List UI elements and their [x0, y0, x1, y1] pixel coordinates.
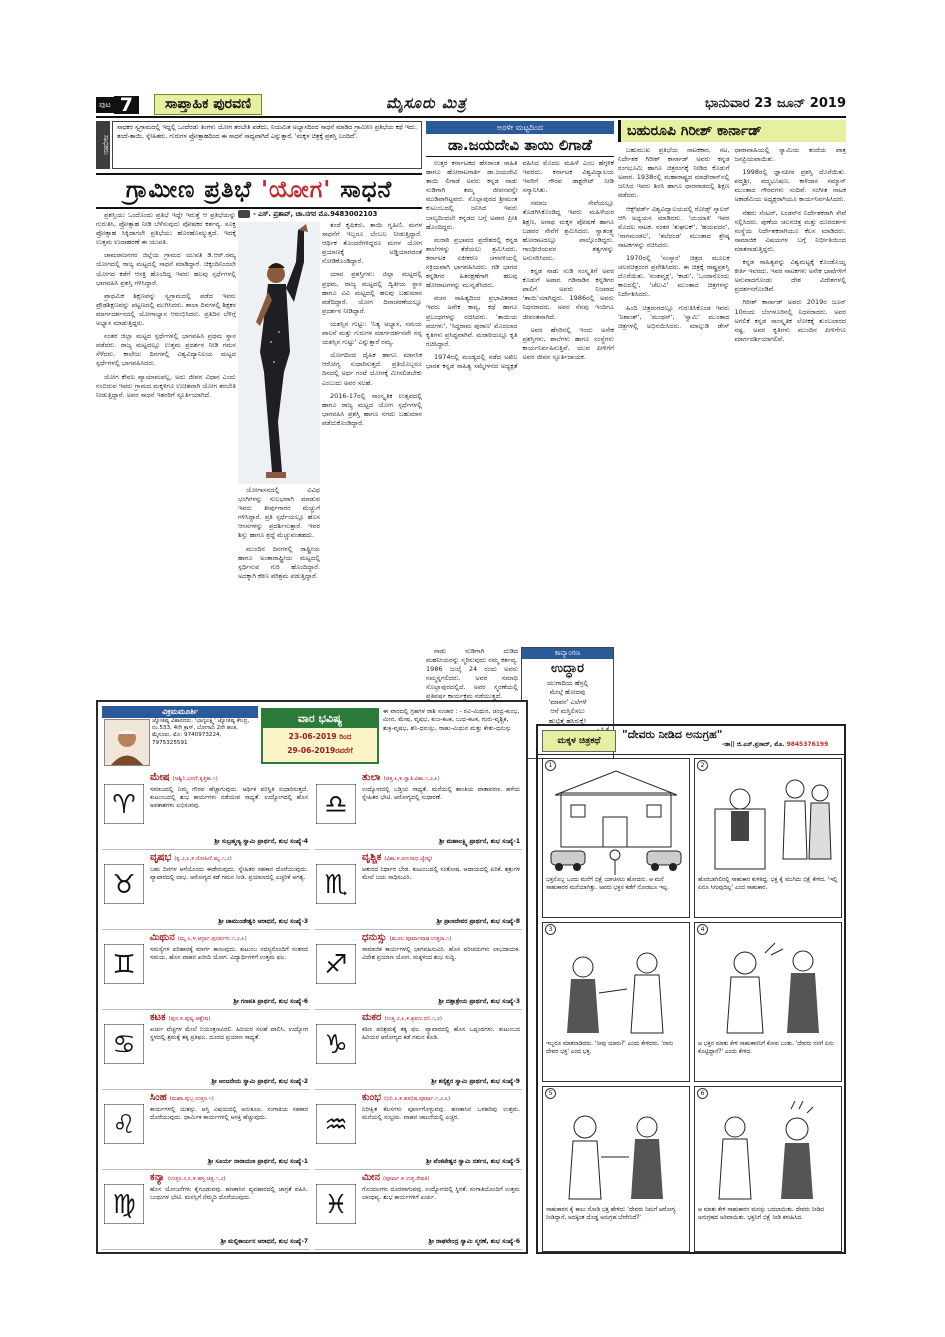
sign-name	[150, 932, 247, 943]
astrologer-photo	[104, 719, 150, 766]
svg-text:♍: ♍	[112, 1190, 136, 1220]
zodiac-sign-block	[102, 770, 310, 850]
sign-prediction: ಆತುರದ ನಿರ್ಧಾರ ಬೇಡ. ಕುಟುಂಬದಲ್ಲಿ ಸಂತೋಷ. ಆದಾಯದಲ್ಲಿ ಏರಿಕೆ. ಶತ್ರುಗಳ ಮೇಲೆ ಜಯ ಸಾಧಿಸುವಿರಿ.	[362, 866, 520, 882]
sign-prediction: ಕಠಿಣ ಪರಿಶ್ರಮಕ್ಕೆ ತಕ್ಕ ಫಲ. ವ್ಯಾಪಾರದಲ್ಲಿ ಹೊಸ ಒಪ್ಪಂದಗಳು. ಕುಟುಂಬದ ಹಿರಿಯರ ಆರೋಗ್ಯದ ಕಡೆ ಗಮನ ಕೊಡಿ.	[362, 1026, 520, 1042]
zodiac-sign-block	[314, 1090, 522, 1170]
sign-lucky-number: ಶ್ರೀ ರಾಘವೇಂದ್ರ ಸ್ವಾಮಿ ಸ್ಮರಣೆ, ಶುಭ ಸಂಖ್ಯೆ-6	[428, 1238, 520, 1245]
headline-part-2: ಸಾಧನೆ	[340, 177, 393, 203]
comic-panels	[542, 758, 842, 1252]
planet-transit-note: ಈ ವಾರದಲ್ಲಿ ಗ್ರಹಗಳ ರಾಶಿ ಸಂಚಾರ : - ರವಿ-ಮಿಥುನ, ಚಂದ್ರ-ಕುಂಭ, ಮೀನ, ಮೇಷ, ವೃಷಭ, ಕುಜ-ಕಟಕ, ಬುಧ-ಕಟಕ, ಗುರು-ವೃಶ್ಚಿಕ, ಶುಕ್ರ-ವೃಷಭ, ಶನಿ-ಧನುಸ್ಸು, ರಾಹು-ಮಿಥುನ ಮತ್ತು ಕೇತು-ಧನುಸ್ಸು	[383, 708, 520, 732]
paragraph: ತಂದೆ ಕೃಷಿಕರು, ತಾಯಿ ಗೃಹಿಣಿ. ಮಗಳ ಸಾಧನೆಗೆ ಇಬ್ಬರೂ ಬೆಂಬಲ ನೀಡುತ್ತಿದ್ದಾರೆ. ಆರ್ಥಿಕ ತೊಂದರೆಗಳಿದ್ದರೂ ಮಗಳ ಯೋಗ ಪ್ರಯಾಣಕ್ಕೆ ಅಡ್ಡಿಯಾಗದಂತೆ ನೋಡಿಕೊಂಡಿದ್ದಾರೆ.	[322, 221, 422, 266]
sign-name	[362, 1172, 430, 1183]
mid-story-kicker: ಅರಳೀ ಮಟ್ಟದಿಂದ	[426, 121, 614, 134]
zodiac-sign-block	[102, 1170, 310, 1250]
panel-caption: ಸಾಹುಕಾರನ ಕೈ ಕಾಲು ನೋಡಿ ಭಕ್ತ ಹೇಳಿದ: 'ದೇವರು ನಿಮಗೆ ಆರೋಗ್ಯ ನೀಡಿದ್ದಾನೆ, ಅದಕ್ಕಿಂತ ದೊಡ್ಡ ಅನುಗ್ರಹ ಬೇರೇನಿದೆ?'	[546, 1207, 686, 1223]
svg-text:♑: ♑	[324, 1030, 348, 1060]
signs-column-left	[102, 770, 310, 1250]
panel-caption: ಭಕ್ತನೊಬ್ಬ ಒಂದು ಮನೆಗೆ ಭಿಕ್ಷೆ ಯಾಚಿಸಲು ಹೋದನು. ಆ ಮನೆ ಸಾಹುಕಾರರ ಮನೆಯಾಗಿತ್ತು. ಅವರು ಭಕ್ತನ ಕಡೆಗೆ ನೋಡಲೂ ಇಲ್ಲ.	[546, 877, 686, 893]
paragraph: ಯೋಗ ಕೇವಲ ವ್ಯಾಯಾಮವಲ್ಲ, ಅದು ಜೀವನ ವಿಧಾನ ಎಂದು ನಂಬಿರುವ ಇವರು ಗ್ರಾಮದ ಮಕ್ಕಳಿಗೂ ಉಚಿತವಾಗಿ ಯೋಗ ತರಬೇತಿ ನೀಡುತ್ತಿದ್ದಾರೆ. ಅವರ ಸಾಧನೆ ಇತರರಿಗೆ ಸ್ಫೂರ್ತಿಯಾಗಿದೆ.	[96, 372, 236, 399]
sign-stars: (ಅಶ್ವಿನಿ.ಭರಣಿ.ಕೃತ್ತಿಕಾ.೧)	[172, 776, 218, 782]
sign-lucky-number: ಶ್ರೀ ಸೂರ್ಯ ನಾರಾಯಣ ಪ್ರಾರ್ಥನೆ, ಶುಭ ಸಂಖ್ಯೆ-1	[207, 1158, 308, 1165]
sign-name	[362, 772, 440, 783]
right-story-headline: ಬಹುರೂಪಿ ಗಿರೀಶ್ ಕಾರ್ನಾಡ್	[618, 120, 846, 142]
sign-prediction: ಸಾಮಾಜಿಕ ಕಾರ್ಯಗಳಲ್ಲಿ ಭಾಗವಹಿಸುವಿರಿ. ಹೊಸ ಪರಿಚಯಗಳು ಲಾಭದಾಯಕ. ವಿದೇಶ ಪ್ರಯಾಣ ಯೋಗ. ಮಕ್ಕಳಿಂದ ಶುಭ ಸುದ್ದಿ.	[362, 946, 520, 962]
sign-title: ಮಕರ	[362, 1012, 382, 1023]
sign-prediction: ಸಮಸ್ಯೆಗಳ ಪರಿಹಾರಕ್ಕೆ ಮಾರ್ಗ ಕಾಣುವುದು. ಕುಟುಂಬ ಸದಸ್ಯರೊಂದಿಗೆ ಸಂತಸದ ಸಮಯ. ಹೊಸ ವಾಹನ ಖರೀದಿ ಯೋಗ. ವಿದ್ಯಾರ್ಥಿಗಳಿಗೆ ಉತ್ತಮ ಫಲ.	[150, 946, 308, 962]
sign-lucky-number: ಶ್ರೀ ಮಹಾಲಕ್ಷ್ಮಿ ಪ್ರಾರ್ಥನೆ, ಶುಭ ಸಂಖ್ಯೆ-1	[439, 838, 520, 845]
zodiac-sign-block	[102, 850, 310, 930]
paragraph: ಹಿಂದಿ ಚಿತ್ರರಂಗದಲ್ಲೂ ಗುರುತಿಸಿಕೊಂಡ ಇವರು 'ನಿಶಾಂತ್', 'ಮಂಥನ್', 'ಸ್ವಾಮಿ' ಮುಂತಾದ ಚಿತ್ರಗಳಲ್ಲಿ ಅಭಿನಯಿಸಿದರು. ಮಾಲ್ಗುಡಿ ಡೇಸ್ ಧಾರಾವಾಹಿಯಲ್ಲಿ ಸ್ವಾಮಿಯ ತಂದೆಯ ಪಾತ್ರ ಜನಪ್ರಿಯವಾಯಿತು.	[618, 146, 846, 330]
zodiac-sign-block	[102, 1090, 310, 1170]
sagittarius-icon	[316, 944, 356, 984]
yoga-byline	[238, 210, 377, 219]
sign-lucky-number: ಶ್ರೀ ಗಣಪತಿ ಪ್ರಾರ್ಥನೆ, ಶುಭ ಸಂಖ್ಯೆ-6	[233, 998, 308, 1005]
panel-caption: ಹೊರಬಾಗಿಲಿನಲ್ಲಿ ಸಾಹುಕಾರ ಕುಳಿತಿದ್ದ. ಭಕ್ತ ಕೈ ಮುಗಿದು ಭಿಕ್ಷೆ ಕೇಳಿದ. 'ಇಲ್ಲಿ ಏನೂ ಸಿಗುವುದಿಲ್ಲ' ಎಂದ ಸಾಹುಕಾರ.	[698, 877, 838, 891]
paragraph: ನಾಡು ನುಡಿಗಾಗಿ ದುಡಿದ ಮಹನೀಯರನ್ನು ಸ್ಮರಿಸುವುದು ನಮ್ಮ ಕರ್ತವ್ಯ. 1986 ಜುಲೈ 24 ರಂದು ಅವರು ನಮ್ಮನ್ನಗಲಿದರು. ಅವರ ಸಮಾಧಿ ಸೊಲ್ಲಾಪುರದಲ್ಲಿದೆ. ಅವರ ಸ್ಮರಣೆಯಲ್ಲಿ ಪ್ರತಿವರ್ಷ ಕಾರ್ಯಕ್ರಮ ನಡೆಯುತ್ತದೆ.	[426, 647, 518, 701]
astrologer-box	[102, 706, 258, 764]
signs-column-right	[314, 770, 522, 1250]
sign-stars: (ಮೂಲ.ಪೂರ್ವಾಷಾಢ.ಉತ್ತರಾ.೧)	[389, 936, 452, 942]
gemini-icon	[104, 944, 144, 984]
zodiac-sign-block	[102, 1010, 310, 1090]
sign-title: ವೃಶ್ಚಿಕ	[362, 852, 382, 863]
sign-lucky-number: ಶ್ರೀ ದತ್ತಾತ್ರೇಯ ಪ್ರಾರ್ಥನೆ, ಶುಭ ಸಂಖ್ಯೆ-3	[438, 998, 520, 1005]
sign-prediction: ಉದ್ಯೋಗದಲ್ಲಿ ಬಡ್ತಿಯ ಸಾಧ್ಯತೆ. ಮನೆಯಲ್ಲಿ ಶಾಂತಿಯ ವಾತಾವರಣ. ಹಳೆಯ ಸ್ನೇಹಿತರ ಭೇಟಿ. ಆರೋಗ್ಯದಲ್ಲಿ ಸುಧಾರಣೆ.	[362, 786, 520, 802]
zodiac-sign-block	[314, 1010, 522, 1090]
paragraph: ಕನ್ನಡ ಸಾಹಿತ್ಯವನ್ನು ವಿಶ್ವಮಟ್ಟಕ್ಕೆ ಕೊಂಡೊಯ್ದ ಕೀರ್ತಿ ಇವರದು. ಇವರ ನಾಟಕಗಳು ಅನೇಕ ಭಾಷೆಗಳಿಗೆ ಅನುವಾದಗೊಂಡು ದೇಶ ವಿದೇಶಗಳಲ್ಲಿ ಪ್ರದರ್ಶನಗೊಂಡಿವೆ.	[734, 258, 846, 294]
sign-stars: (ಮೃ.೩,೪.ಆರ್ದ್ರಾ.ಪುನರ್ವಸು.೧,೨,೩)	[177, 936, 247, 942]
libra-icon	[316, 784, 356, 824]
sign-name	[150, 772, 218, 783]
sign-stars: (ಚಿತ್ತ.೩,೪.ಸ್ವಾತಿ.ವಿಶಾ.೧,೨,೩)	[383, 776, 440, 782]
zodiac-sign-block	[102, 930, 310, 1010]
panel-caption: ಆ ಮಾತು ಕೇಳಿ ಸಾಹುಕಾರನ ಮನಸ್ಸು ಬದಲಾಯಿತು. ದೇವರು ನೀಡಿದ ಅನುಗ್ರಹದ ಅರಿವಾಯಿತು. ಭಕ್ತನಿಗೆ ಭಿಕ್ಷೆ ನೀಡಿ ಕಳುಹಿಸಿದ.	[698, 1207, 838, 1223]
conversation-drawing	[543, 923, 689, 1041]
week-title: ವಾರ ಭವಿಷ್ಯ	[263, 710, 377, 728]
sign-lucky-number: ಶ್ರೀ ವೆಂಕಟೇಶ್ವರ ಸ್ವಾಮಿ ದರ್ಶನ, ಶುಭ ಸಂಖ್ಯೆ-5	[426, 1158, 520, 1165]
astrologer-info: ಜ್ಯೋತಿಷ್ಯ ವಿಶಾರದರು, 'ಭಾಗ್ಯಲಕ್ಷ್ಮಿ' ಜ್ಯೋತಿಷ್ಯ ಕೇಂದ್ರ, ನಂ.533, 4ನೇ ಕ್ರಾಸ್, ಬೋಗಾದಿ 2ನೇ ಹಂತ, ಮೈಸೂರು. ಮೊ: 9740973224, 7975325591	[152, 718, 250, 746]
leo-icon	[104, 1104, 144, 1144]
weekly-horoscope	[96, 700, 528, 1254]
panel-number: 4	[697, 924, 708, 935]
sign-title: ತುಲಾ	[362, 772, 381, 783]
right-story-body	[618, 146, 846, 758]
sign-lucky-number: ಶ್ರೀ ಚಾಮುಂಡೇಶ್ವರಿ ಆರಾಧನೆ, ಶುಭ ಸಂಖ್ಯೆ-3	[218, 918, 308, 925]
paragraph: 1974ರಲ್ಲಿ ಮಂಡ್ಯದಲ್ಲಿ ನಡೆದ ಅಖಿಲ ಭಾರತ ಕನ್ನಡ ಸಾಹಿತ್ಯ ಸಮ್ಮೇಳನದ ಅಧ್ಯಕ್ಷತೆ ವಹಿಸಿದ ಮೊದಲ ಮಹಿಳೆ ಎಂಬ ಹೆಗ್ಗಳಿಕೆ ಇವರದು. ಕರ್ನಾಟಕ ವಿಶ್ವವಿದ್ಯಾಲಯ ಇವರಿಗೆ ಗೌರವ ಡಾಕ್ಟರೇಟ್ ನೀಡಿ ಸನ್ಮಾನಿಸಿತು.	[426, 159, 614, 370]
page-number-box	[96, 96, 139, 114]
paragraph: ಉತ್ತರ ಕರ್ನಾಟಕದ ಹೆಸರಾಂತ ಸಾಹಿತಿ ಹಾಗೂ ಹೋರಾಟಗಾರ್ತಿ ಡಾ.ಜಯದೇವಿ ತಾಯಿ ಲಿಗಾಡೆ ಅವರು ಕನ್ನಡ ನಾಡು ನುಡಿಗಾಗಿ ತಮ್ಮ ಜೀವನವನ್ನೇ ಮುಡಿಪಾಗಿಟ್ಟವರು. ಸೊಲ್ಲಾಪುರದ ಶ್ರೀಮಂತ ಕುಟುಂಬದಲ್ಲಿ ಜನಿಸಿದ ಇವರು ಬಾಲ್ಯದಿಂದಲೇ ಕನ್ನಡದ ಬಗ್ಗೆ ಅಪಾರ ಪ್ರೀತಿ ಹೊಂದಿದ್ದರು.	[426, 159, 518, 231]
issue-date: ಭಾನುವಾರ 23 ಜೂನ್ 2019	[705, 96, 846, 111]
panel-number: 2	[697, 760, 708, 771]
credit-text: -ಡಾ|| ಜಿ.ಎನ್.ಪ್ರಸಾದ್, ಮೊ.	[722, 741, 785, 748]
sign-name	[362, 1012, 442, 1023]
yoga-headline	[96, 173, 422, 209]
mansion-drawing	[543, 759, 689, 877]
paragraph: ಅವರ ಹೆಸರಿನಲ್ಲಿ ಇಂದು ಅನೇಕ ಪ್ರಶಸ್ತಿಗಳು, ಶಾಲೆಗಳು ಹಾಗೂ ಸಂಸ್ಥೆಗಳು ಕಾರ್ಯನಿರ್ವಹಿಸುತ್ತಿವೆ. ಯುವ ಪೀಳಿಗೆಗೆ ಅವರ ಜೀವನ ಸ್ಫೂರ್ತಿದಾಯಕ.	[522, 325, 614, 361]
yoga-column-1	[96, 211, 236, 757]
svg-text:♓: ♓	[324, 1190, 348, 1220]
section-title: ಸಾಪ್ತಾಹಿಕ ಪುರವಣಿ	[154, 94, 262, 115]
sign-stars: (ವಿಶಾ.೪.ಅನುರಾಧ.ಜ್ಯೇಷ್ಠ)	[384, 856, 433, 862]
sign-name	[150, 1092, 214, 1103]
paragraph: ಪ್ರಶಸ್ತಿಯು ಒಂದೊಂದು ಪ್ರತಿಭೆ ಇದ್ದೇ ಇರುತ್ತೆ ಆ ಪ್ರತಿಭೆಯನ್ನು ಗುರುತಿಸಿ, ಪ್ರೋತ್ಸಾಹ ನೀಡಿ ಬೆಳೆಸುವುದು ಪೋಷಕರ ಕರ್ತವ್ಯ. ಸೂಕ್ತ ಪ್ರೋತ್ಸಾಹ ಸಿಕ್ಕಿದಾಗಲೇ ಪ್ರತಿಭೆಯು ಹೊರಹೊಮ್ಮುತ್ತದೆ. ಇದಕ್ಕೆ ಉತ್ತಮ ಉದಾಹರಣೆ ಈ ಯುವತಿ.	[96, 211, 236, 247]
svg-text:♎: ♎	[324, 790, 348, 820]
paragraph: ಚಾಮರಾಜನಗರ ಜಿಲ್ಲೆಯ ಗ್ರಾಮದ ಯುವತಿ ಡಿ.ಆರ್.ರಮ್ಯ ಯೋಗದಲ್ಲಿ ರಾಜ್ಯ ಮಟ್ಟದಲ್ಲಿ ಸಾಧನೆ ಮಾಡಿದ್ದಾರೆ. ಚಿಕ್ಕಂದಿನಿಂದಲೇ ಯೋಗದ ಕಡೆಗೆ ಆಸಕ್ತಿ ಹೊಂದಿದ್ದ ಇವರು ಹಲವು ಸ್ಪರ್ಧೆಗಳಲ್ಲಿ ಭಾಗವಹಿಸಿ ಪ್ರಶಸ್ತಿ ಗಳಿಸಿದ್ದಾರೆ.	[96, 251, 236, 287]
paragraph: ನಂತರ ಜಿಲ್ಲಾ ಮಟ್ಟದ ಸ್ಪರ್ಧೆಗಳಲ್ಲಿ ಭಾಗವಹಿಸಿ ಪ್ರಥಮ ಸ್ಥಾನ ಪಡೆದರು. ರಾಜ್ಯ ಮಟ್ಟದಲ್ಲೂ ಉತ್ತಮ ಪ್ರದರ್ಶನ ನೀಡಿ ಗಮನ ಸೆಳೆದರು. ಕಾಲೇಜು ದಿನಗಳಲ್ಲಿ ವಿಶ್ವವಿದ್ಯಾನಿಲಯ ಮಟ್ಟದ ಸ್ಪರ್ಧೆಗಳಲ್ಲಿ ಭಾಗವಹಿಸಿದರು.	[96, 332, 236, 368]
angry-man-drawing	[695, 923, 841, 1041]
intro-side-label: ಸಾಧಕರು	[96, 121, 110, 169]
comic-panel-3	[542, 922, 690, 1082]
panel-caption: ಇಬ್ಬರೂ ಮಾತನಾಡಿದರು. 'ನೀವು ಯಾರು?' ಎಂದು ಕೇಳಿದರು. 'ನಾನು ದೇವರ ಭಕ್ತ' ಎಂದ ಭಕ್ತ.	[546, 1041, 686, 1057]
comic-header	[538, 726, 844, 755]
svg-text:♒: ♒	[324, 1110, 348, 1140]
paragraph: ಗಿರೀಶ್ ಕಾರ್ನಾಡ್ ಅವರು 2019ರ ಜೂನ್ 10ರಂದು ಬೆಂಗಳೂರಿನಲ್ಲಿ ನಿಧನರಾದರು. ಅವರ ಅಗಲಿಕೆ ಕನ್ನಡ ಸಾಂಸ್ಕೃತಿಕ ಲೋಕಕ್ಕೆ ತುಂಬಲಾರದ ನಷ್ಟ. ಅವರ ಕೃತಿಗಳು ಮುಂದಿನ ಪೀಳಿಗೆಗೂ ಮಾರ್ಗದರ್ಶಿಯಾಗಲಿವೆ.	[734, 298, 846, 343]
pisces-icon	[316, 1184, 356, 1224]
aries-icon	[104, 784, 144, 824]
paragraph: ಆಕ್ಸ್‌ಫರ್ಡ್ ವಿಶ್ವವಿದ್ಯಾಲಯದಲ್ಲಿ ರೋಡ್ಸ್ ಸ್ಕಾಲರ್ ಆಗಿ ಅಧ್ಯಯನ ಮಾಡಿದರು. 'ಯಯಾತಿ' ಇವರ ಮೊದಲ ನಾಟಕ. ನಂತರ 'ತುಘಲಕ್', 'ಹಯವದನ', 'ನಾಗಮಂಡಲ', 'ತಲೆದಂಡ' ಮುಂತಾದ ಶ್ರೇಷ್ಠ ನಾಟಕಗಳನ್ನು ರಚಿಸಿದರು.	[618, 204, 730, 249]
zodiac-sign-block	[314, 930, 522, 1010]
sign-lucky-number: ಶ್ರೀ ಮಲ್ಲಿಕಾರ್ಜುನ ಆರಾಧನೆ, ಶುಭ ಸಂಖ್ಯೆ-7	[220, 1238, 308, 1245]
sign-stars: (ಉತ್ತರ.೨,೩,೪.ಹಸ್ತ.ಚಿತ್ತ.೧,೨)	[167, 1176, 226, 1182]
mid-story-body	[426, 159, 614, 645]
sign-title: ಮೀನ	[362, 1172, 380, 1183]
masthead-logo: ಮೈಸೂರು ಮಿತ್ರ	[386, 94, 467, 112]
comic-panel-1	[542, 758, 690, 918]
paragraph: ಯಾವ ಪ್ರಶಸ್ತಿಗಳು: ಜಿಲ್ಲಾ ಮಟ್ಟದಲ್ಲಿ ಪ್ರಥಮ, ರಾಜ್ಯ ಮಟ್ಟದಲ್ಲಿ ದ್ವಿತೀಯ ಸ್ಥಾನ ಹಾಗೂ ವಿವಿ ಮಟ್ಟದಲ್ಲಿ ಹಲವು ಬಹುಮಾನ ಪಡೆದಿದ್ದಾರೆ. ಯೋಗ ದಿನಾಚರಣೆಯಲ್ಲೂ ಪ್ರದರ್ಶನ ನೀಡಿದ್ದಾರೆ.	[322, 270, 422, 315]
sign-name	[150, 1172, 226, 1183]
svg-text:♈: ♈	[112, 790, 136, 820]
sign-prediction: ನಿರೀಕ್ಷಿತ ಕೆಲಸಗಳು ಪೂರ್ಣಗೊಳ್ಳುವವು. ಹಣಕಾಸಿನ ಒಳಹರಿವು ಉತ್ತಮ. ಮನೆಯಲ್ಲಿ ಸಂಭ್ರಮ. ವಾಹನ ಚಾಲನೆಯಲ್ಲಿ ಎಚ್ಚರ.	[362, 1106, 520, 1122]
sign-title: ಮಿಥುನ	[150, 932, 175, 943]
sign-lucky-number: ಶ್ರೀ ಪ್ರಾಣದೇವರ ಪ್ರಾರ್ಥನೆ, ಶುಭ ಸಂಖ್ಯೆ-8	[436, 918, 520, 925]
credit-number: 9845376199	[786, 741, 829, 748]
taurus-icon	[104, 864, 144, 904]
sign-stars: (ಉತ್ತ.೨,೩,೪.ಶ್ರವಣ.ಧನಿ.೧,೨)	[384, 1016, 443, 1022]
week-to: 29-06-2019ರವರೆಗೆ	[287, 746, 353, 755]
svg-text:♌: ♌	[112, 1110, 136, 1140]
sign-title: ಮೇಷ	[150, 772, 170, 783]
panel-number: 5	[545, 1088, 556, 1099]
svg-text:♊: ♊	[112, 950, 136, 980]
paragraph: ಪ್ರಾಥಮಿಕ ಶಿಕ್ಷಣವನ್ನು ಸ್ವಗ್ರಾಮದಲ್ಲಿ ಪಡೆದ ಇವರು ಪ್ರೌಢಶಿಕ್ಷಣವನ್ನು ಪಟ್ಟಣದಲ್ಲಿ ಮುಗಿಸಿದರು. ಶಾಲಾ ದಿನಗಳಲ್ಲಿ ಶಿಕ್ಷಕರ ಮಾರ್ಗದರ್ಶನದಲ್ಲಿ ಯೋಗಾಭ್ಯಾಸ ಆರಂಭಿಸಿದರು. ಪ್ರತಿದಿನ ಬೆಳಿಗ್ಗೆ ಅಭ್ಯಾಸ ಮಾಡುತ್ತಿದ್ದರು.	[96, 291, 236, 328]
paragraph: 1998ರಲ್ಲಿ ಜ್ಞಾನಪೀಠ ಪ್ರಶಸ್ತಿ ದೊರೆಯಿತು. ಪದ್ಮಶ್ರೀ, ಪದ್ಮಭೂಷಣ, ಕಾಳಿದಾಸ ಸಮ್ಮಾನ್ ಮುಂತಾದ ಗೌರವಗಳು ಸಂದಿವೆ. ಸಂಗೀತ ನಾಟಕ ಅಕಾಡೆಮಿಯ ಅಧ್ಯಕ್ಷರಾಗಿಯೂ ಕಾರ್ಯನಿರ್ವಹಿಸಿದರು.	[734, 168, 846, 204]
comic-panel-4	[694, 922, 842, 1082]
virgo-icon	[104, 1184, 144, 1224]
sign-lucky-number: ಶ್ರೀ ಶನೈಶ್ಚರ ಸ್ವಾಮಿ ಪ್ರಾರ್ಥನೆ, ಶುಭ ಸಂಖ್ಯೆ-9	[431, 1078, 520, 1085]
sign-title: ವೃಷಭ	[150, 852, 172, 863]
sign-title: ಸಿಂಹ	[150, 1092, 167, 1103]
comic-panel-6	[694, 1086, 842, 1252]
sign-stars: (ಮಘಾ.ಪುಬ್ಬ.ಉತ್ತರ.೧)	[169, 1096, 214, 1102]
pen-icon	[238, 210, 250, 218]
paragraph: 2016-17ರಲ್ಲಿ ಸಾಂಸ್ಕೃತಿಕ ಉತ್ಸವದಲ್ಲಿ ಹಾಗೂ ರಾಜ್ಯ ಮಟ್ಟದ ಯೋಗ ಸ್ಪರ್ಧೆಗಳಲ್ಲಿ ಭಾಗವಹಿಸಿ ಪ್ರಶಸ್ತಿ ಹಾಗೂ ನಗದು ಬಹುಮಾನ ಪಡೆದುಕೊಂಡಿದ್ದಾರೆ.	[322, 391, 422, 427]
headline-emphasis: 'ಯೋಗ'	[260, 177, 332, 203]
sign-stars: (ಪುನ.೪.ಪುಷ್ಯ.ಆಶ್ಲೇಷ)	[168, 1016, 211, 1022]
yoga-intro-box: ಸಾಧಕರ ಸ್ವಗ್ರಾಮದಲ್ಲಿ ಇದ್ದಲ್ಲಿ ಒಂದೆರಡು ತಿಂಗಳು ಯೋಗ ತರಬೇತಿ ಪಡೆದು, ನಿಯಮಿತ ಅಭ್ಯಾಸದಿಂದ ಸಾಧನೆ ಮಾಡಿದ ಗ್ರಾಮೀಣ ಪ್ರತಿಭೆಯ ಕಥೆ ಇದು. ತಂದೆ-ತಾಯಿ, ಸ್ನೇಹಿತರು, ಗುರುಗಳ ಪ್ರೋತ್ಸಾಹದಿಂದ ಈ ಸಾಧನೆ ಸಾಧ್ಯವಾಗಿದೆ ಎನ್ನುತ್ತಾರೆ. 'ಮಕ್ಕಳ ಚಿತ್ರಕ್ಕೆ ಪ್ರಶಸ್ತಿ ಬಂದಿದೆ'.	[112, 121, 422, 169]
paragraph: ಸಮಾಜ ಸೇವೆಯಲ್ಲೂ ತೊಡಗಿಸಿಕೊಂಡಿದ್ದ ಇವರು ಮಹಿಳೆಯರ ಶಿಕ್ಷಣ, ಅನಾಥ ಮಕ್ಕಳ ಪೋಷಣೆ ಹಾಗೂ ಬಡವರ ಸೇವೆಗೆ ಶ್ರಮಿಸಿದರು. ಸ್ವಾತಂತ್ರ್ಯ ಹೋರಾಟದಲ್ಲೂ ಪಾಲ್ಗೊಂಡಿದ್ದರು. ಗಾಂಧೀಜಿಯವರ ತತ್ವಗಳನ್ನು ಅನುಸರಿಸಿದರು.	[522, 199, 614, 262]
page-header	[96, 94, 846, 118]
paragraph: ಮರಾಠಿ ಪ್ರಭಾವದ ಪ್ರದೇಶದಲ್ಲಿ ಕನ್ನಡ ಶಾಲೆಗಳನ್ನು ತೆರೆಯಲು ಶ್ರಮಿಸಿದರು. ಕರ್ನಾಟಕ ಏಕೀಕರಣ ಚಳವಳಿಯಲ್ಲಿ ಸಕ್ರಿಯವಾಗಿ ಭಾಗವಹಿಸಿದರು. ಗಡಿ ಭಾಗದ ಕನ್ನಡಿಗರ ಹಿತರಕ್ಷಣೆಗಾಗಿ ಹಲವು ಹೋರಾಟಗಳನ್ನು ಮುನ್ನಡೆಸಿದರು.	[426, 235, 518, 290]
sign-name	[150, 1012, 211, 1023]
svg-text:♉: ♉	[112, 870, 136, 900]
paragraph: ಮುಂದಿನ ದಿನಗಳಲ್ಲಿ ರಾಷ್ಟ್ರೀಯ ಹಾಗೂ ಅಂತಾರಾಷ್ಟ್ರೀಯ ಮಟ್ಟದಲ್ಲಿ ಸ್ಪರ್ಧಿಸುವ ಗುರಿ ಹೊಂದಿದ್ದಾರೆ. ಅದಕ್ಕಾಗಿ ಕಠಿಣ ಪರಿಶ್ರಮ ಪಡುತ್ತಿದ್ದಾರೆ.	[238, 544, 320, 580]
sign-title: ಕುಂಭ	[362, 1092, 381, 1103]
poem-title: ಉದ್ಧಾರ	[551, 661, 584, 676]
panel-number: 3	[545, 924, 556, 935]
byline-text: - ಎಸ್. ಪ್ರತಾಪ್, ಚಾ.ನಗರ ಮೊ.9483002103	[253, 210, 378, 218]
svg-text:♐: ♐	[324, 950, 348, 980]
paragraph: ಯಶಸ್ಸಿನ ಗುಟ್ಟು: 'ನಿತ್ಯ ಅಭ್ಯಾಸ, ಸಮಯ ಪಾಲನೆ ಮತ್ತು ಗುರುಗಳ ಮಾರ್ಗದರ್ಶನವೇ ನನ್ನ ಯಶಸ್ಸಿನ ಗುಟ್ಟು' ಎನ್ನುತ್ತಾರೆ ರಮ್ಯ.	[322, 319, 422, 347]
sign-title: ಧನುಸ್ಸು	[362, 932, 387, 943]
comic-title: "ದೇವರು ನೀಡಿದ ಅನುಗ್ರಹ"	[622, 728, 723, 741]
comic-panel-2	[694, 758, 842, 918]
yoga-column-3	[322, 221, 422, 757]
sign-title: ಕಟಕ	[150, 1012, 166, 1023]
sign-prediction: ಗೊಂದಲಗಳು ದೂರವಾಗುವವು. ಉದ್ಯೋಗದಲ್ಲಿ ಸ್ಥಿರತೆ. ಸಂಗಾತಿಯೊಂದಿಗೆ ಉತ್ತಮ ಬಾಂಧವ್ಯ. ಶುಭ ಕಾರ್ಯಗಳಿಗೆ ಖರ್ಚು.	[362, 1186, 520, 1202]
poem-label: ಕಾವ್ಯಾಂಗಣ	[522, 648, 613, 659]
zodiac-sign-block	[314, 770, 522, 850]
sign-stars: (ಕೃ.೨,೩,೪.ರೋಹಿಣಿ.ಮೃ.೧,೨)	[174, 856, 232, 862]
zodiac-sign-block	[314, 1170, 522, 1250]
sign-name	[150, 852, 232, 863]
comic-label: ಮಕ್ಕಳ ಚಿತ್ರಕಥೆ	[542, 730, 616, 752]
mid-story-headline: ಡಾ.ಜಯದೇವಿ ತಾಯಿ ಲಿಗಾಡೆ	[426, 134, 614, 157]
week-box	[261, 708, 379, 764]
svg-text:♏: ♏	[324, 870, 348, 900]
paragraph: ಯೋಗಾಸನದಲ್ಲಿ ವಿವಿಧ ಭಂಗಿಗಳನ್ನು ಸುಲಭವಾಗಿ ಮಾಡುವ ಇವರು ತೀರ್ಪುಗಾರರ ಮೆಚ್ಚುಗೆ ಗಳಿಸಿದ್ದಾರೆ. ಪ್ರತಿ ಸ್ಪರ್ಧೆಯಲ್ಲೂ ಹೊಸ ಆಸನಗಳನ್ನು ಪ್ರದರ್ಶಿಸುತ್ತಾರೆ. ಇವರ ಶಿಸ್ತು ಹಾಗೂ ಶ್ರದ್ಧೆ ಮೆಚ್ಚುವಂತಹದು.	[238, 486, 320, 540]
paragraph: ವಚನ ಸಾಹಿತ್ಯದಿಂದ ಪ್ರಭಾವಿತರಾದ ಇವರು ಅನೇಕ ಕಾವ್ಯ, ಕಥೆ ಹಾಗೂ ಪ್ರಬಂಧಗಳನ್ನು ರಚಿಸಿದರು. 'ತಾಯಿಯ ಪದಗಳು', 'ಸಿದ್ಧರಾಮ ಪುರಾಣ' ಮೊದಲಾದ ಕೃತಿಗಳು ಪ್ರಸಿದ್ಧವಾಗಿವೆ. ಮರಾಠಿಯಲ್ಲೂ ಕೃತಿ ರಚಿಸಿದ್ದಾರೆ.	[426, 294, 518, 348]
paragraph: ಬಹುಮುಖ ಪ್ರತಿಭೆಯ ನಾಟಕಕಾರ, ನಟ, ನಿರ್ದೇಶಕ ಗಿರೀಶ್ ಕಾರ್ನಾಡ್ ಅವರು ಕನ್ನಡ ರಂಗಭೂಮಿ ಹಾಗೂ ಚಿತ್ರರಂಗಕ್ಕೆ ನೀಡಿದ ಕೊಡುಗೆ ಅಪಾರ. 1938ರಲ್ಲಿ ಮಹಾರಾಷ್ಟ್ರದ ಮಾಥೇರಾನ್‌ನಲ್ಲಿ ಜನಿಸಿದ ಇವರು ಶಿರಸಿ ಹಾಗೂ ಧಾರವಾಡದಲ್ಲಿ ಶಿಕ್ಷಣ ಪಡೆದರು.	[618, 146, 730, 200]
scorpio-icon	[316, 864, 356, 904]
sign-prediction: ಸಮಾಜದಲ್ಲಿ ನಿಮ್ಮ ಗೌರವ ಹೆಚ್ಚಾಗುವುದು. ಆರ್ಥಿಕ ಪರಿಸ್ಥಿತಿ ಸುಧಾರಿಸುತ್ತದೆ. ಕುಟುಂಬದಲ್ಲಿ ಶುಭ ಕಾರ್ಯಗಳು ನಡೆಯುವ ಸಾಧ್ಯತೆ. ಉದ್ಯೋಗದಲ್ಲಿ ಹೊಸ ಅವಕಾಶಗಳು ಲಭಿಸುವವು.	[150, 786, 308, 810]
sign-prediction: ಕಾರ್ಯಗಳಲ್ಲಿ ಯಶಸ್ಸು. ಆಸ್ತಿ ವಿಷಯದಲ್ಲಿ ಅನುಕೂಲ. ಸಂಗಾತಿಯ ಸಹಕಾರ ದೊರೆಯುವುದು. ಧಾರ್ಮಿಕ ಕಾರ್ಯಗಳಲ್ಲಿ ಆಸಕ್ತಿ ಹೆಚ್ಚುವುದು.	[150, 1106, 308, 1122]
sign-name	[362, 852, 432, 863]
svg-text:♋: ♋	[112, 1030, 136, 1060]
panel-number: 1	[545, 760, 556, 771]
sign-prediction: ಹೊಸ ಯೋಜನೆಗಳು ಕೈಗೂಡುವವು. ಹಣಕಾಸಿನ ವ್ಯವಹಾರದಲ್ಲಿ ಜಾಗ್ರತೆ ವಹಿಸಿ. ಬಂಧುಗಳ ಭೇಟಿ. ಮನಸ್ಸಿಗೆ ನೆಮ್ಮದಿ ದೊರೆಯುವುದು.	[150, 1186, 308, 1202]
realisation-drawing	[695, 1087, 841, 1205]
comic-credit	[722, 741, 828, 749]
astrologer-name: ವಿಕ್ರಮಮೂರ್ತಿ	[102, 706, 258, 718]
sign-name	[362, 932, 451, 943]
sign-name	[362, 1092, 450, 1103]
yoga-pose-photo	[238, 222, 320, 484]
sign-prediction: ಖರ್ಚು ವೆಚ್ಚಗಳ ಮೇಲೆ ನಿಯಂತ್ರಣವಿರಲಿ. ಹಿರಿಯರ ಸಲಹೆ ಪಾಲಿಸಿ. ಉದ್ಯೋಗ ಸ್ಥಳದಲ್ಲಿ ಶ್ರಮಕ್ಕೆ ತಕ್ಕ ಪ್ರತಿಫಲ. ದೂರದ ಪ್ರಯಾಣ ಸಾಧ್ಯತೆ.	[150, 1026, 308, 1042]
devotee-drawing	[543, 1087, 689, 1205]
sign-prediction: ಬಹು ದಿನಗಳ ಆಸೆಯೊಂದು ಈಡೇರುವುದು. ಸ್ನೇಹಿತರ ಸಹಕಾರ ದೊರೆಯುವುದು. ವ್ಯಾಪಾರದಲ್ಲಿ ಲಾಭ. ಆರೋಗ್ಯದ ಕಡೆ ಗಮನ ನೀಡಿ. ಪ್ರಯಾಣದಲ್ಲಿ ಎಚ್ಚರಿಕೆ ಅಗತ್ಯ.	[150, 866, 308, 882]
panel-caption: ಆ ಭಕ್ತನ ಮಾತು ಕೇಳಿ ಸಾಹುಕಾರನಿಗೆ ಕೋಪ ಬಂತು. 'ದೇವರು ನನಗೆ ಏನು ಕೊಟ್ಟಿದ್ದಾನೆ?' ಎಂದು ಕೇಳಿದ.	[698, 1041, 838, 1057]
sign-stars: (ಧನಿ.೩,೪.ಶತಭಿಷ.ಪೂರ್ವಾ.೧,೨,೩)	[383, 1096, 451, 1102]
sign-lucky-number: ಶ್ರೀ ಆಂಜನೇಯ ಸ್ವಾಮಿ ಪ್ರಾರ್ಥನೆ, ಶುಭ ಸಂಖ್ಯೆ-2	[211, 1078, 308, 1085]
week-from: 23-06-2019 ರಿಂದ	[288, 732, 352, 741]
sign-title: ಕನ್ಯಾ	[150, 1172, 165, 1183]
sign-stars: (ಪೂರ್ವಾ.೪.ಉತ್ತ.ರೇವತಿ)	[383, 1176, 430, 1182]
paragraph: 1970ರಲ್ಲಿ 'ಸಂಸ್ಕಾರ' ಚಿತ್ರದ ಮೂಲಕ ಚಲನಚಿತ್ರರಂಗ ಪ್ರವೇಶಿಸಿದರು. ಈ ಚಿತ್ರಕ್ಕೆ ರಾಷ್ಟ್ರಪ್ರಶಸ್ತಿ ದೊರೆಯಿತು. 'ವಂಶವೃಕ್ಷ', 'ಕಾಡು', 'ಒಂದಾನೊಂದು ಕಾಲದಲ್ಲಿ', 'ಚೆಲುವಿ' ಮುಂತಾದ ಚಿತ್ರಗಳನ್ನು ನಿರ್ದೇಶಿಸಿದರು.	[618, 254, 730, 299]
comic-panel-5	[542, 1086, 690, 1252]
paragraph: ಕನ್ನಡ ನಾಡು ನುಡಿ ಸಂಸ್ಕೃತಿಗೆ ಅವರ ಕೊಡುಗೆ ಅಪಾರ. ಗಡಿನಾಡಿನ ಕನ್ನಡಿಗರ ಪಾಲಿಗೆ ಅವರು ನಿಜವಾದ 'ತಾಯಿ'ಯಾಗಿದ್ದರು. 1986ರಲ್ಲಿ ಅವರು ನಿಧನರಾದರು. ಅವರ ನೆನಪು ಇಂದಿಗೂ ಜೀವಂತವಾಗಿದೆ.	[522, 267, 614, 321]
poem-body: ಯುಗಾದಿಯ ಹೆಸ್ರಲ್ಲಿ ಮೇಲ್ಗೆ ಹೋದವು 'ಮಾವನ' ಎಲೆಗಳೆ ಆನೆ ಮಸ್ತಿಲಿಸಲು ಹುಟ್ಟಿತ್ತೆ ಹಸಿರುಕ್ಕೆ!	[546, 679, 589, 725]
cancer-icon	[104, 1024, 144, 1064]
sign-lucky-number: ಶ್ರೀ ಸುಬ್ರಹ್ಮಣ್ಯ ಸ್ವಾಮಿ ಪ್ರಾರ್ಥನೆ, ಶುಭ ಸಂಖ್ಯೆ-4	[214, 838, 308, 845]
kids-comic	[536, 724, 846, 1254]
page-number: 7	[114, 96, 139, 114]
paragraph: ಯೋಗದಿಂದ ದೈಹಿಕ ಹಾಗೂ ಮಾನಸಿಕ ಆರೋಗ್ಯ ಸುಧಾರಿಸುತ್ತದೆ. ಪ್ರತಿಯೊಬ್ಬರೂ ದಿನದಲ್ಲಿ ಅರ್ಧ ಗಂಟೆ ಯೋಗಕ್ಕೆ ಮೀಸಲಿಡಬೇಕು ಎಂಬುದು ಅವರ ಸಲಹೆ.	[322, 351, 422, 387]
newspaper-page	[96, 94, 846, 1256]
page-word: ಪುಟ	[96, 97, 114, 113]
zodiac-sign-block	[314, 850, 522, 930]
aquarius-icon	[316, 1104, 356, 1144]
paragraph: ನೆಹರು ಸೆಂಟರ್, ಲಂಡನ್‌ನ ನಿರ್ದೇಶಕರಾಗಿ ಸೇವೆ ಸಲ್ಲಿಸಿದರು. ಪುಣೆಯ ಚಲನಚಿತ್ರ ಮತ್ತು ದೂರದರ್ಶನ ಸಂಸ್ಥೆಯ ನಿರ್ದೇಶಕರಾಗಿಯೂ ಕೆಲಸ ಮಾಡಿದರು. ಸಾಮಾಜಿಕ ವಿಷಯಗಳ ಬಗ್ಗೆ ನಿರ್ಭೀತಿಯಿಂದ ಮಾತನಾಡುತ್ತಿದ್ದರು.	[734, 208, 846, 253]
panel-number: 6	[697, 1088, 708, 1099]
capricorn-icon	[316, 1024, 356, 1064]
headline-part-1: ಗ್ರಾಮೀಣ ಪ್ರತಿಭೆ	[125, 177, 252, 203]
horoscope-header	[98, 702, 526, 768]
seated-man-drawing	[695, 759, 841, 877]
